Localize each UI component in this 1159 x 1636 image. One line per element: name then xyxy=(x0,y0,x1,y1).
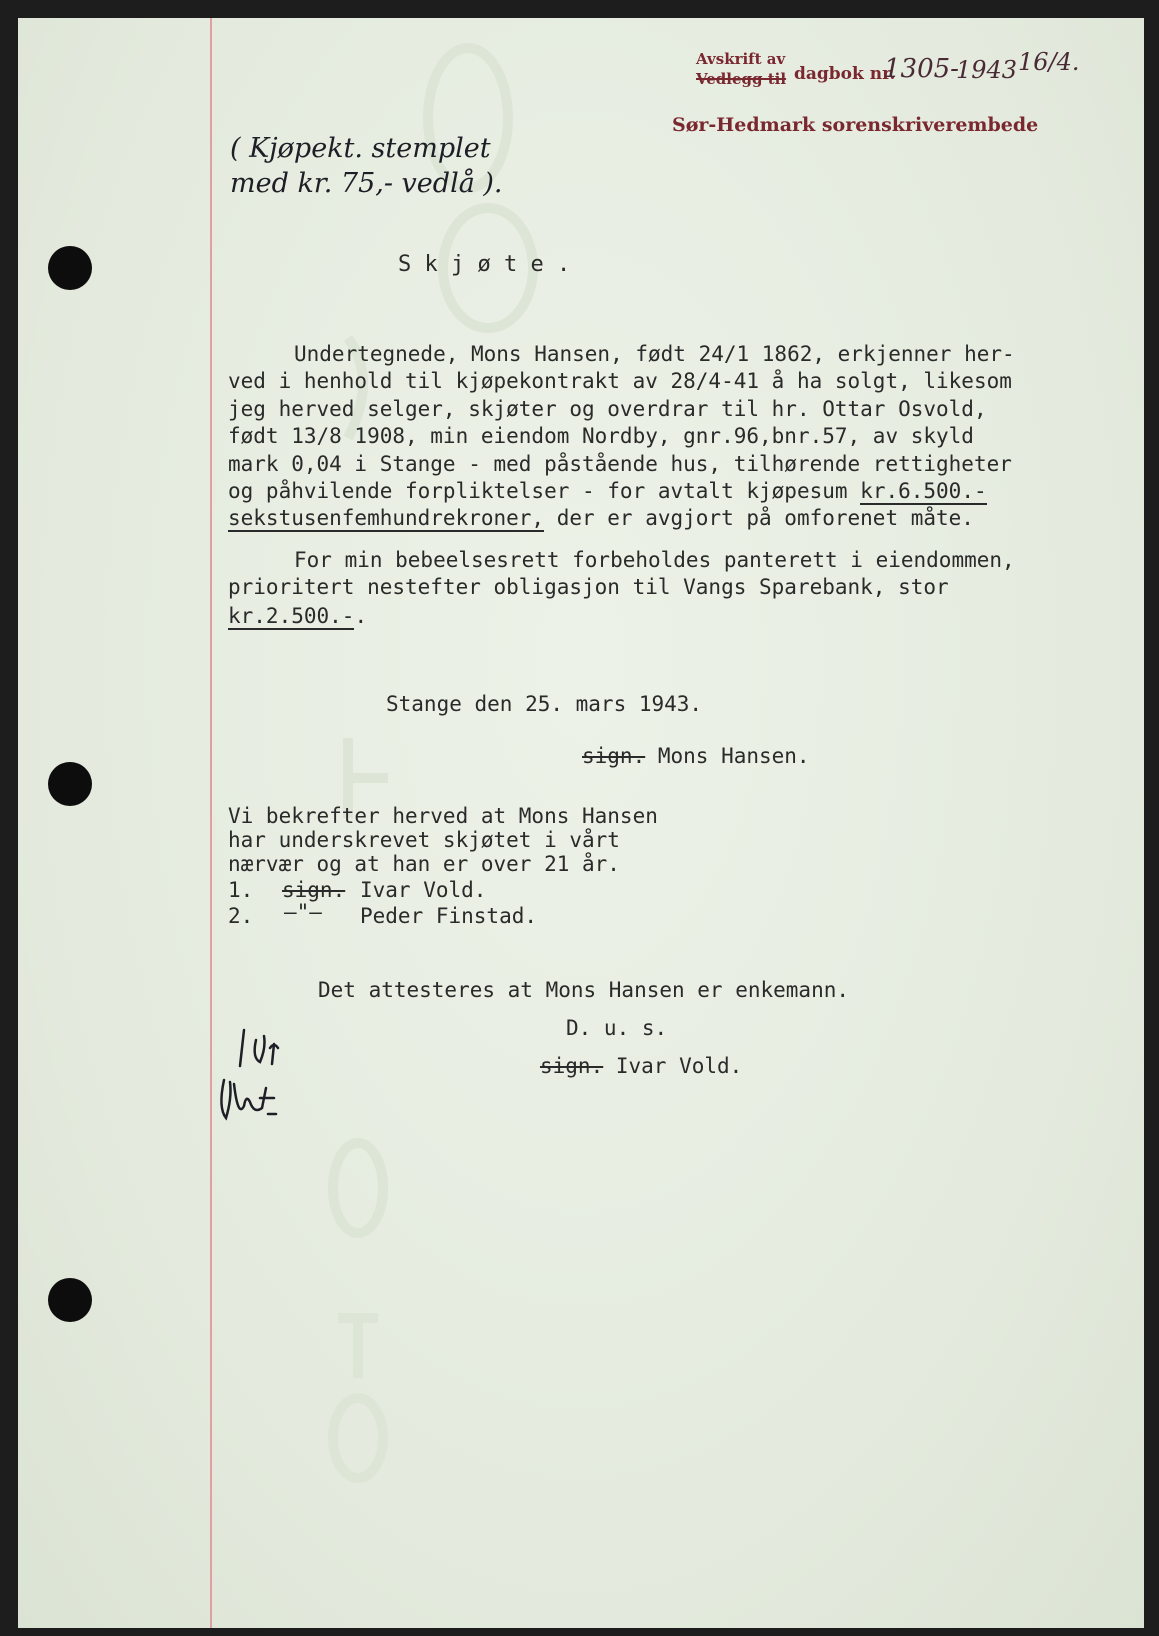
deed-line: født 13/8 1908, min eiendom Nordby, gnr.96,bnr.57, av skyld xyxy=(228,424,974,448)
place-date: Stange den 25. mars 1943. xyxy=(386,692,703,716)
stamp-dagbok-label: dagbok nr. xyxy=(794,64,896,84)
reservation-line: prioritert nestefter obligasjon til Vangs Sparebank, stor xyxy=(228,575,949,599)
deed-line xyxy=(228,481,987,502)
stamp-avskrift: Avskrift av xyxy=(696,50,786,68)
deed-line: Undertegnede, Mons Hansen, født 24/1 1862, erkjenner her- xyxy=(294,342,1015,366)
stamp-dagbok-number: 1305- xyxy=(884,54,959,84)
dus: D. u. s. xyxy=(566,1016,668,1040)
deed-line xyxy=(228,508,974,529)
witness-line: har underskrevet skjøtet i vårt xyxy=(228,828,620,852)
witness-2-ditto: —"— xyxy=(284,900,322,924)
punch-hole xyxy=(48,1278,92,1322)
mortgage-amount: kr.2.500.- xyxy=(228,604,355,628)
period: . xyxy=(354,604,368,628)
reservation-line xyxy=(228,606,367,627)
deed-line: ved i henhold til kjøpekontrakt av 28/4-41 å ha solgt, likesom xyxy=(228,369,1012,393)
witness-2-name: Peder Finstad. xyxy=(360,904,538,928)
handnote-line-2: med kr. 75,- vedlå ). xyxy=(230,168,503,199)
witness-1-number: 1. xyxy=(228,878,254,902)
price-in-words: sekstusenfemhundrekroner, xyxy=(228,506,545,530)
document-page xyxy=(18,18,1144,1628)
document-title: S k j ø t e . xyxy=(398,252,571,277)
margin-line xyxy=(210,18,212,1628)
punch-hole xyxy=(48,762,92,806)
stamp-year: 1943 xyxy=(956,56,1018,84)
witness-1-name: Ivar Vold. xyxy=(360,878,487,902)
stamp-vedlegg: Vedlegg til xyxy=(696,70,787,88)
final-name: Ivar Vold. xyxy=(603,1054,743,1078)
witness-2-number: 2. xyxy=(228,904,254,928)
deed-line: jeg herved selger, skjøter og overdrar til hr. Ottar Osvold, xyxy=(228,397,987,421)
final-sign-prefix: sign. xyxy=(540,1054,604,1078)
seller-signature xyxy=(582,746,810,767)
punch-hole xyxy=(48,246,92,290)
reservation-line: For min bebeelsesrett forbeholdes panterett i eiendommen, xyxy=(294,548,1015,572)
stamp-date: 16/4. xyxy=(1018,48,1080,76)
handwritten-initials xyxy=(204,1018,324,1138)
witness-1-sign: sign. xyxy=(282,878,346,902)
final-signature xyxy=(540,1056,742,1077)
witness-line: Vi bekrefter herved at Mons Hansen xyxy=(228,804,658,828)
deed-text: der er avgjort på omforenet måte. xyxy=(544,506,974,530)
sign-prefix: sign. xyxy=(582,744,646,768)
deed-text: og påhvilende forpliktelser - for avtalt kjøpesum xyxy=(228,479,848,503)
stamp-office: Sør-Hedmark sorenskriverembede xyxy=(672,114,1039,136)
witness-line: nærvær og at han er over 21 år. xyxy=(228,852,620,876)
deed-line: mark 0,04 i Stange - med påstående hus, tilhørende rettigheter xyxy=(228,452,1012,476)
attestation: Det attesteres at Mons Hansen er enkemann. xyxy=(318,978,850,1002)
handnote-line-1: ( Kjøpekt. stemplet xyxy=(230,133,491,164)
purchase-price: kr.6.500.- xyxy=(860,479,987,503)
seller-name: Mons Hansen. xyxy=(645,744,810,768)
